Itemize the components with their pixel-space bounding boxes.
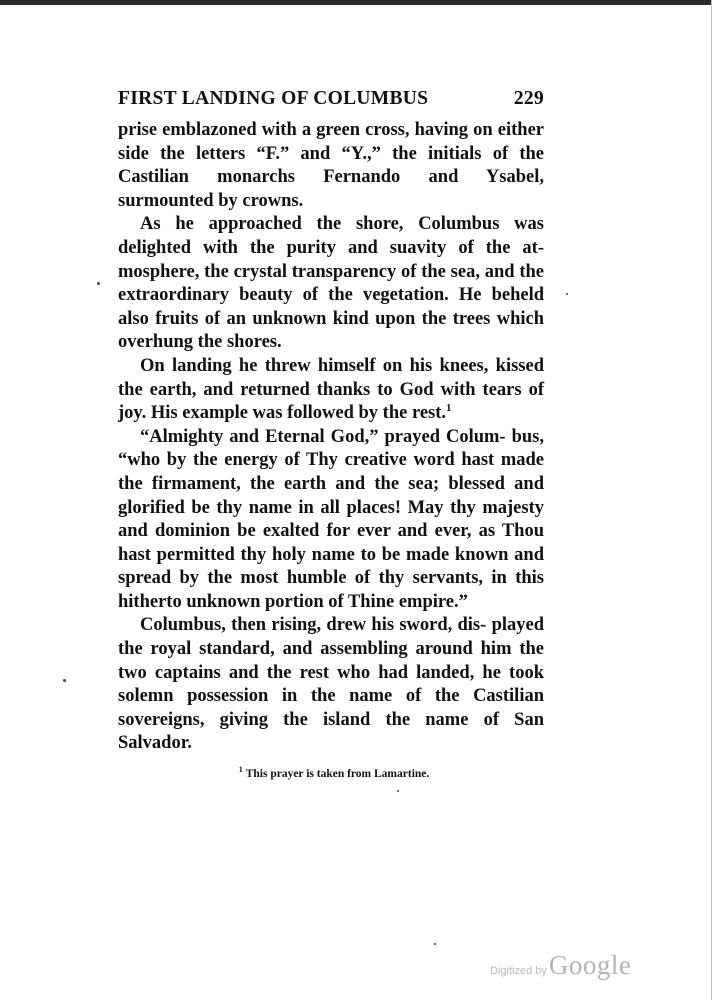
right-edge-rule bbox=[711, 0, 712, 1000]
digitized-by-label: Digitized by bbox=[490, 965, 547, 977]
footnote-reference: 1 bbox=[446, 401, 452, 414]
body-text bbox=[118, 119, 544, 756]
text-line: mosphere, the crystal transparency of the sea, bbox=[118, 261, 480, 282]
footnote-text: This prayer is taken from Lamartine. bbox=[245, 767, 430, 780]
text-line: humble of thy servants, in this hitherto unknown bbox=[118, 568, 544, 612]
page-number: 229 bbox=[513, 88, 544, 109]
text-line: of the Castilian monarchs Fernando and Ysabel, bbox=[118, 143, 545, 188]
text-line: played the royal standard, and assembling around bbox=[118, 615, 545, 660]
text-line: surmounted by crowns. bbox=[118, 190, 304, 211]
text-line: the trees which overhung the shores. bbox=[118, 308, 545, 353]
top-border-rule bbox=[0, 0, 712, 5]
text-line: prise emblazoned with a green cross, having on bbox=[118, 120, 493, 140]
text-line: ever and ever, as Thou hast permitted thy holy bbox=[118, 521, 544, 565]
paragraph-4 bbox=[118, 426, 544, 615]
scan-speck bbox=[63, 679, 66, 682]
running-header bbox=[118, 82, 544, 116]
text-line: him the two captains and the rest who had landed, bbox=[118, 639, 545, 683]
text-line: bus, “who by the energy of Thy creative word bbox=[118, 426, 544, 471]
paragraph-2 bbox=[118, 213, 544, 355]
text-line: As he approached the shore, Columbus was bbox=[140, 214, 544, 235]
google-logo: Google bbox=[548, 950, 632, 980]
digitized-watermark bbox=[490, 950, 631, 981]
footnote-marker: 1 bbox=[238, 765, 243, 775]
text-line: and the extraordinary beauty of the vegetation. bbox=[118, 261, 544, 306]
text-line: the earth, and returned thanks to God with tears bbox=[118, 379, 522, 400]
text-line: “Almighty and Eternal God,” prayed Colum- bbox=[140, 426, 506, 447]
text-line: May thy majesty and dominion be exalted for bbox=[118, 497, 545, 542]
text-line: name to be made known and spread by the most bbox=[118, 544, 544, 589]
paragraph-3 bbox=[118, 355, 544, 426]
scan-speck bbox=[397, 790, 399, 792]
text-line: portion of Thine empire.” bbox=[265, 591, 468, 612]
text-line: hast made the firmament, the earth and the sea; bbox=[118, 450, 545, 494]
text-line: of San Salvador. bbox=[118, 709, 545, 754]
text-line: On landing he threw himself on his knees, kissed bbox=[140, 355, 544, 376]
paragraph-1 bbox=[118, 119, 544, 213]
text-line: either side the letters “F.” and “Y.,” the initials bbox=[118, 120, 544, 164]
text-line: blessed and glorified be thy name in all places! bbox=[118, 473, 544, 518]
text-line: Columbus, then rising, drew his sword, dis- bbox=[140, 615, 487, 636]
text-line: He beheld also fruits of an unknown kind upon bbox=[118, 285, 545, 329]
scan-speck bbox=[566, 293, 568, 295]
scan-speck bbox=[434, 943, 436, 945]
text-line: Castilian sovereigns, giving the island the name bbox=[118, 686, 544, 730]
running-title: FIRST LANDING OF COLUMBUS bbox=[118, 88, 429, 109]
paragraph-5 bbox=[118, 614, 544, 756]
book-page bbox=[118, 82, 544, 780]
scan-speck bbox=[97, 282, 100, 285]
text-line: of joy. His example was followed by the rest. bbox=[118, 379, 544, 424]
text-line: he took solemn possession in the name of the bbox=[118, 662, 544, 707]
text-line: delighted with the purity and suavity of the at- bbox=[118, 237, 544, 258]
footnote bbox=[124, 765, 544, 780]
